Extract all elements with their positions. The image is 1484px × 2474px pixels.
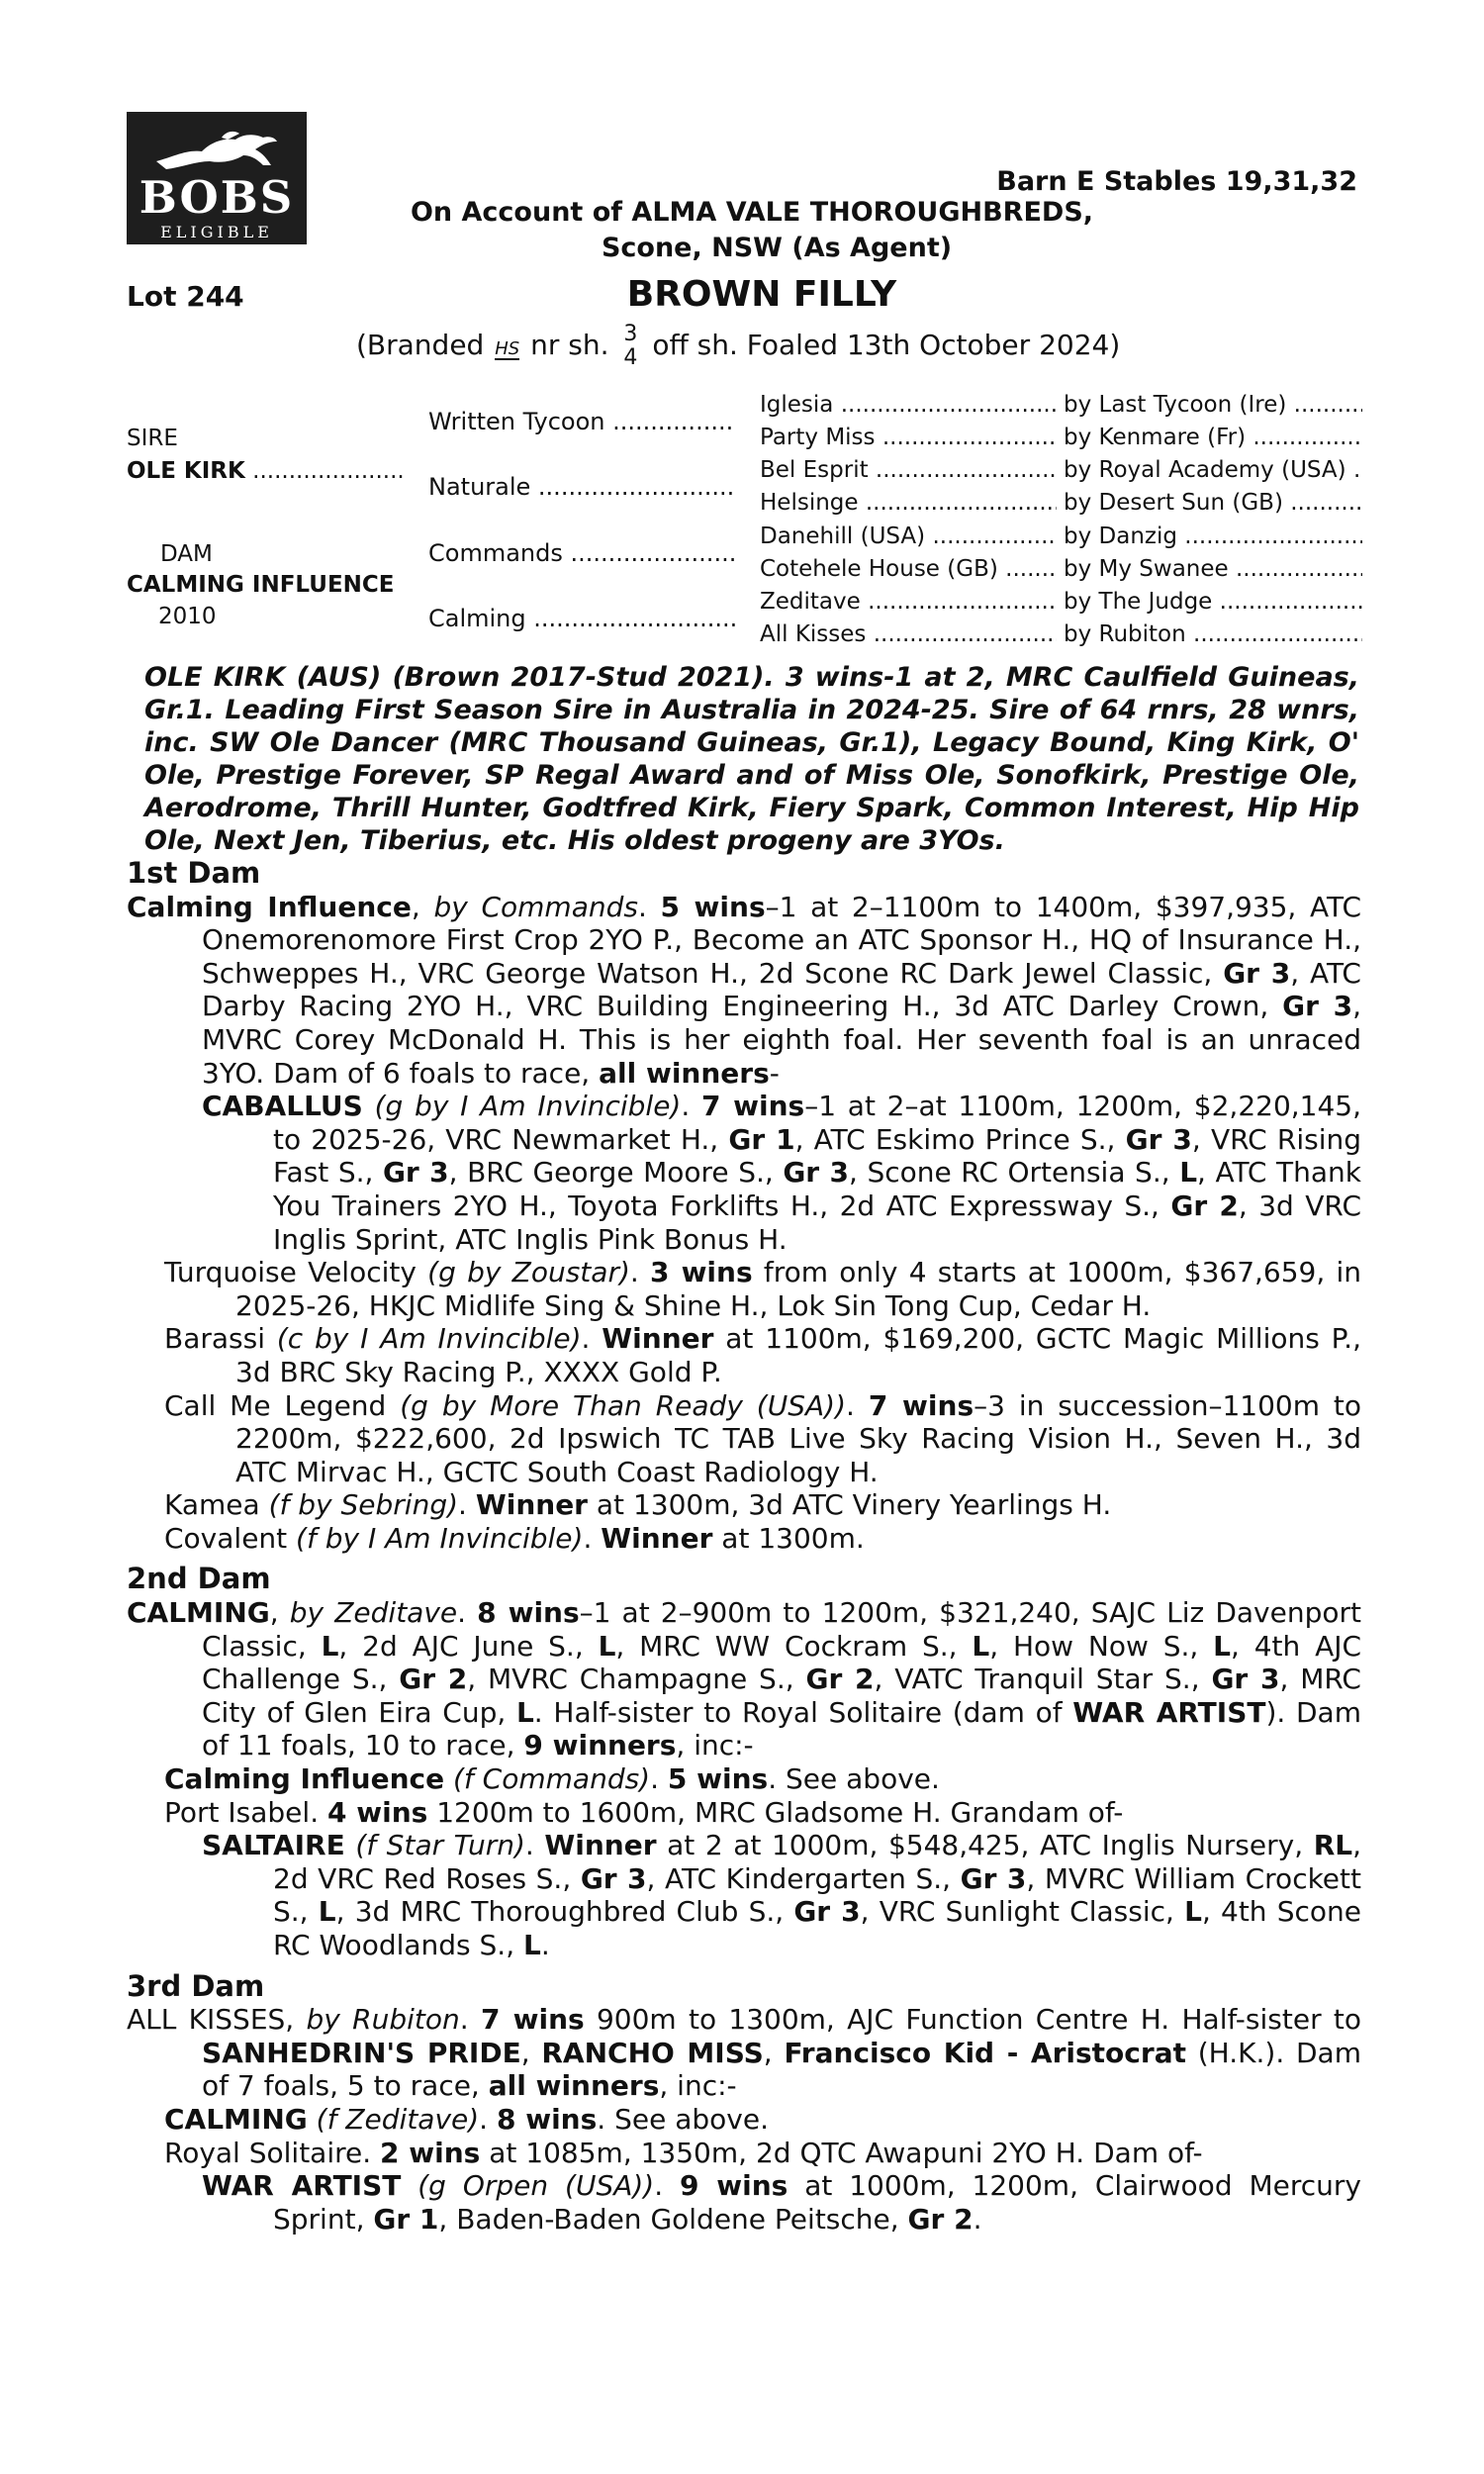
great-grandparent-1: Iglesia ..... bbox=[760, 392, 1057, 418]
horse-name: Barassi bbox=[164, 1322, 265, 1356]
horse-name: Calming Influence bbox=[164, 1762, 445, 1796]
horse-name: Kamea bbox=[164, 1488, 260, 1522]
record-text: from only 4 starts at 1000m, $367,659, in 2025-26, HKJC Midlife Sing & Shine H., Lok Sin Tong Cup, Cedar H. bbox=[235, 1256, 1362, 1322]
great-grandparent-7: Zeditave ..... bbox=[760, 589, 1057, 615]
horse-name: WAR ARTIST bbox=[1072, 1695, 1266, 1729]
brand-line bbox=[356, 323, 1120, 370]
record-text: at 1000m, 1200m, Clairwood Mercury Sprint, bbox=[273, 2169, 1361, 2236]
record-text: - bbox=[769, 1056, 780, 1090]
progeny-entry: Covalent (f by I Am Invincible). Winner at 1300m. bbox=[164, 1521, 865, 1555]
race-grade: Gr 3 bbox=[1223, 956, 1291, 990]
great-great-sire-5: by Danzig ..... bbox=[1064, 523, 1362, 549]
wins: 7 wins bbox=[701, 1090, 805, 1123]
record-text: –1 at 2–900m to 1200m, $321,240, SAJC Liz Davenport Classic, bbox=[202, 1596, 1361, 1663]
record-text: at 1300m, 3d ATC Vinery Yearlings H. bbox=[588, 1488, 1112, 1522]
breeding: by Commands bbox=[433, 890, 638, 923]
record-text: at 1085m, 1350m, 2d QTC Awapuni 2YO H. Dam of- bbox=[480, 2136, 1203, 2169]
race-grade: Gr 3 bbox=[1125, 1122, 1192, 1156]
record-text: , MRC WW Cockram S., bbox=[615, 1629, 973, 1663]
race-grade: Gr 2 bbox=[805, 1663, 875, 1696]
record-text: . bbox=[540, 1929, 550, 1961]
race-grade: Gr 2 bbox=[907, 2202, 974, 2236]
record-text: , inc:- bbox=[659, 2069, 737, 2103]
great-great-sire-4: by Desert Sun (GB) ..... bbox=[1064, 490, 1362, 516]
record-text: , ATC Kindergarten S., bbox=[646, 1861, 961, 1895]
record-text: , VATC Tranquil Star S., bbox=[874, 1663, 1212, 1696]
race-grade: L bbox=[523, 1929, 541, 1961]
race-grade: L bbox=[318, 1895, 336, 1929]
race-grade: Gr 2 bbox=[1170, 1189, 1239, 1222]
race-grade: L bbox=[598, 1629, 616, 1663]
great-great-sire-3: by Royal Academy (USA) ..... bbox=[1064, 457, 1362, 483]
race-grade: L bbox=[515, 1695, 534, 1729]
horse-name: Call Me Legend bbox=[164, 1388, 387, 1422]
race-grade: Gr 1 bbox=[373, 2202, 439, 2236]
horse-jockey-icon bbox=[152, 128, 281, 171]
horse-name: CALMING bbox=[164, 2102, 308, 2136]
vendor-line-2: Scone, NSW (As Agent) bbox=[601, 233, 953, 263]
breeding: (g Orpen (USA)) bbox=[417, 2169, 655, 2203]
record-text: at 1100m, $169,200, GCTC Magic Millions P., 3d BRC Sky Racing P., XXXX Gold P. bbox=[235, 1322, 1361, 1388]
progeny-entry: Barassi (c by I Am Invincible). Winner at 1100m, $169,200, GCTC Magic Millions P., 3d BRC Sky Racing P., XXXX Gold P. bbox=[164, 1322, 1361, 1388]
third-dam-heading: 3rd Dam bbox=[127, 1968, 265, 2003]
race-grade: Gr 1 bbox=[728, 1122, 795, 1156]
breeding: (f Zeditave) bbox=[316, 2102, 480, 2136]
breeding: (f by Sebring) bbox=[268, 1488, 459, 1522]
great-great-sire-8: by Rubiton ..... bbox=[1064, 621, 1362, 647]
dam-foaled-year: 2010 bbox=[158, 604, 217, 629]
progeny-entry: CABALLUS (g by I Am Invincible). 7 wins–1 at 2–at 1100m, 1200m, $2,220,145, to 2025-26, VRC Newmarket H., Gr 1, ATC Eskimo Prince S., Gr 3, VRC Rising Fast S., Gr 3, BRC George Moore S., Gr 3, Scone RC Ortensia S., L, ATC Thank You Trainers 2YO H., Toyota Forklifts H., 2d ATC Expressway S., Gr 2, 3d VRC Inglis Sprint, ATC Inglis Pink Bonus H. bbox=[202, 1090, 1362, 1256]
horse-name: ALL KISSES bbox=[127, 2003, 286, 2037]
great-great-sire-7: by The Judge ..... bbox=[1064, 589, 1362, 615]
record-text: , 4th AJC Challenge S., bbox=[202, 1629, 1362, 1696]
record-text: , inc:- bbox=[676, 1729, 754, 1762]
breeding: (f Commands) bbox=[453, 1762, 651, 1796]
wins: Winner bbox=[475, 1488, 588, 1522]
wins: 8 wins bbox=[496, 2102, 598, 2136]
race-grade: L bbox=[321, 1629, 339, 1663]
wins: 7 wins bbox=[868, 1388, 974, 1422]
race-grade: Gr 2 bbox=[399, 1663, 468, 1696]
record-text: ). Dam of 11 foals, 10 to race, bbox=[202, 1695, 1361, 1762]
sire-notes: OLE KIRK (AUS) (Brown 2017-Stud 2021). 3 wins-1 at 2, MRC Caulfield Guineas, Gr.1. Leading First Season Sire in Australia in 2024-25. Sire of 64 rnrs, 28 wnrs, inc. SW Ole Dancer (MRC Thousand Guineas, Gr.1), Legacy Bound, King Kirk, O' Ole, Prestige Forever, SP Regal Award and of Miss Ole, Sonofkirk, Prestige Ole, Aerodrome, Thrill Hunter, Godtfred Kirk, Fiery Spark, Common Interest, Hip Hip Ole, Next Jen, Tiberius, etc. His oldest progeny are 3YOs. bbox=[144, 662, 1359, 856]
record-text: . See above. bbox=[597, 2102, 769, 2136]
record-text: , MVRC Champagne S., bbox=[467, 1663, 806, 1696]
race-grade: Gr 3 bbox=[783, 1156, 850, 1189]
race-grade: L bbox=[1179, 1156, 1198, 1189]
brand-denominator: 4 bbox=[623, 345, 638, 370]
logo-text-bobs: BOBS bbox=[139, 171, 295, 224]
granddam-paternal: Naturale ..... bbox=[428, 473, 735, 501]
brand-prefix: (Branded bbox=[356, 329, 485, 361]
record-text: , Baden-Baden Goldene Peitsche, bbox=[438, 2202, 908, 2236]
great-grandparent-3: Bel Esprit ..... bbox=[760, 457, 1057, 483]
race-grade: L bbox=[1184, 1895, 1202, 1929]
breeding: (f by I Am Invincible) bbox=[296, 1521, 584, 1555]
breeding: (g by Zoustar) bbox=[427, 1256, 630, 1289]
progeny-entry: CALMING (f Zeditave). 8 wins. See above. bbox=[164, 2102, 769, 2136]
record-text: 1200m to 1600m, MRC Gladsome H. Grandam of- bbox=[427, 1795, 1124, 1829]
second-dam-entry: CALMING, by Zeditave. 8 wins–1 at 2–900m to 1200m, $321,240, SAJC Liz Davenport Classic, L, 2d AJC June S., L, MRC WW Cockram S., L, How Now S., L, 4th AJC Challenge S., Gr 2, MVRC Champagne S., Gr 2, VATC Tranquil Star S., Gr 3, MRC City of Glen Eira Cup, L. Half-sister to Royal Solitaire (dam of WAR ARTIST). Dam of 11 foals, 10 to race, 9 winners, inc:- bbox=[127, 1596, 1362, 1762]
record-text: , 4th Scone RC Woodlands S., bbox=[273, 1895, 1362, 1961]
dam-label: DAM bbox=[160, 541, 213, 567]
horse-name: Royal Solitaire. bbox=[164, 2136, 372, 2169]
horse-name: SANHEDRIN'S PRIDE bbox=[202, 2036, 521, 2069]
record-text: at 1300m. bbox=[712, 1521, 865, 1555]
horse-name: RANCHO MISS bbox=[541, 2036, 764, 2069]
barn-location: Barn E Stables 19,31,32 bbox=[996, 166, 1357, 197]
record-text: –1 at 2–at 1100m, 1200m, $2,220,145, to 2025-26, VRC Newmarket H., bbox=[273, 1090, 1362, 1156]
race-grade: Gr 3 bbox=[382, 1156, 449, 1189]
progeny-entry bbox=[127, 1796, 1361, 1830]
horse-name: Port Isabel. bbox=[164, 1795, 320, 1829]
dam-name: CALMING INFLUENCE bbox=[127, 572, 395, 598]
record-text: , bbox=[763, 2036, 785, 2069]
horse-name: CABALLUS bbox=[202, 1090, 363, 1123]
progeny-entry: WAR ARTIST (g Orpen (USA)). 9 wins at 1000m, 1200m, Clairwood Mercury Sprint, Gr 1, Baden-Baden Goldene Peitsche, Gr 2. bbox=[202, 2169, 1361, 2236]
great-great-sire-1: by Last Tycoon (Ire) ..... bbox=[1064, 392, 1362, 418]
horse-name: CALMING bbox=[127, 1596, 270, 1630]
race-grade: Gr 3 bbox=[580, 1861, 647, 1895]
great-great-sire-6: by My Swanee ..... bbox=[1064, 556, 1362, 582]
dam-family bbox=[127, 857, 1361, 2236]
horse-description: BROWN FILLY bbox=[626, 274, 897, 315]
record-text: at 2 at 1000m, $548,425, ATC Inglis Nursery, bbox=[656, 1829, 1314, 1862]
record-text: , VRC Sunlight Classic, bbox=[860, 1895, 1185, 1929]
brand-suffix: off sh. Foaled 13th October 2024) bbox=[652, 329, 1121, 361]
record-text: . Half-sister to Royal Solitaire (dam of bbox=[533, 1695, 1073, 1729]
all-winners: all winners bbox=[488, 2069, 660, 2103]
great-grandparent-5: Danehill (USA) ..... bbox=[760, 523, 1057, 549]
great-grandparent-6: Cotehele House (GB) ..... bbox=[760, 556, 1057, 582]
race-grade: L bbox=[1213, 1629, 1231, 1663]
race-grade: L bbox=[972, 1629, 990, 1663]
breeding: (c by I Am Invincible) bbox=[276, 1322, 582, 1356]
record-text: , MRC City of Glen Eira Cup, bbox=[202, 1663, 1361, 1729]
winners-count: 9 winners bbox=[523, 1729, 677, 1762]
wins: 9 wins bbox=[680, 2169, 788, 2203]
progeny-entry: Call Me Legend (g by More Than Ready (USA)). 7 wins–3 in succession–1100m to 2200m, $222,600, 2d Ipswich TC TAB Live Sky Racing Vision H., Seven H., 3d ATC Mirvac H., GCTC South Coast Radiology H. bbox=[164, 1388, 1362, 1488]
great-grandparent-8: All Kisses ..... bbox=[760, 621, 1057, 647]
record-text: , 2d AJC June S., bbox=[338, 1629, 599, 1663]
granddam-maternal: Calming ..... bbox=[428, 605, 735, 632]
lot-number: Lot 244 bbox=[127, 280, 244, 313]
grandsire-paternal: Written Tycoon ..... bbox=[428, 408, 735, 435]
vendor-line-1: On Account of ALMA VALE THOROUGHBREDS, bbox=[410, 197, 1094, 228]
record-text: 900m to 1300m, AJC Function Centre H. Half-sister to bbox=[584, 2003, 1361, 2037]
wins: 5 wins bbox=[660, 890, 766, 923]
record-text: , ATC Darby Racing 2YO H., VRC Building Engineering H., 3d ATC Darley Crown, bbox=[202, 956, 1361, 1023]
record-text: , How Now S., bbox=[989, 1629, 1214, 1663]
record-text: . See above. bbox=[768, 1762, 940, 1796]
horse-name: WAR ARTIST bbox=[202, 2169, 402, 2203]
horse-name: Covalent bbox=[164, 1521, 288, 1555]
grandsire-maternal: Commands ..... bbox=[428, 539, 735, 567]
race-grade: Gr 3 bbox=[1282, 990, 1353, 1023]
brand-mark: HS bbox=[495, 338, 520, 359]
great-great-sire-2: by Kenmare (Fr) ..... bbox=[1064, 425, 1362, 450]
race-grade: RL bbox=[1313, 1829, 1353, 1862]
record-text: , MVRC William Crockett S., bbox=[273, 1861, 1361, 1929]
sire-name: OLE KIRK ..... bbox=[127, 458, 406, 484]
wins: 7 wins bbox=[480, 2003, 585, 2037]
first-dam-heading: 1st Dam bbox=[127, 856, 261, 890]
race-grade: Gr 3 bbox=[1211, 1663, 1280, 1696]
record-text: , Scone RC Ortensia S., bbox=[849, 1156, 1180, 1189]
brand-numerator: 3 bbox=[623, 322, 638, 346]
horse-name: Turquoise Velocity bbox=[164, 1256, 417, 1289]
vendor-account bbox=[0, 195, 1484, 266]
wins: Winner bbox=[544, 1829, 657, 1862]
record-text: , ATC Thank You Trainers 2YO H., Toyota Forklifts H., 2d ATC Expressway S., bbox=[273, 1156, 1362, 1222]
third-dam-entry: ALL KISSES, by Rubiton. 7 wins 900m to 1300m, AJC Function Centre H. Half-sister to SANHEDRIN'S PRIDE, RANCHO MISS, Francisco Kid - Aristocrat (H.K.). Dam of 7 foals, 5 to race, all winners, inc:- bbox=[127, 2003, 1361, 2103]
record-text: , 2d VRC Red Roses S., bbox=[273, 1829, 1361, 1895]
horse-name: SALTAIRE bbox=[202, 1829, 345, 1862]
record-text: –3 in succession–1100m to 2200m, $222,600, 2d Ipswich TC TAB Live Sky Racing Vision H., Seven H., 3d ATC Mirvac H., GCTC South Coast Radiology H. bbox=[235, 1388, 1362, 1488]
first-dam-entry: Calming Influence, by Commands. 5 wins–1 at 2–1100m to 1400m, $397,935, ATC Onemorenomore First Crop 2YO P., Become an ATC Sponsor H., HQ of Insurance H., Schweppes H., VRC George Watson H., 2d Scone RC Dark Jewel Classic, Gr 3, ATC Darby Racing 2YO H., VRC Building Engineering H., 3d ATC Darley Crown, Gr 3, MVRC Corey McDonald H. This is her eighth foal. Her seventh foal is an unraced 3YO. Dam of 6 foals to race, all winners- bbox=[127, 890, 1361, 1090]
wins: 8 wins bbox=[477, 1596, 580, 1630]
wins: Winner bbox=[602, 1322, 714, 1356]
record-text: –1 at 2–1100m to 1400m, $397,935, ATC Onemorenomore First Crop 2YO P., Become an ATC Sponsor H., HQ of Insurance H., Schweppes H., VRC George Watson H., 2d Scone RC Dark Jewel Classic, bbox=[202, 890, 1361, 990]
record-text: , 3d MRC Thoroughbred Club S., bbox=[335, 1895, 794, 1929]
sire-label: SIRE bbox=[127, 426, 178, 451]
progeny-entry bbox=[127, 2137, 1361, 2170]
race-grade: Gr 3 bbox=[960, 1861, 1027, 1895]
breeding: (g by I Am Invincible) bbox=[374, 1090, 682, 1123]
record-text: , bbox=[520, 2036, 542, 2069]
wins: 5 wins bbox=[667, 1762, 769, 1796]
second-dam-heading: 2nd Dam bbox=[127, 1562, 271, 1596]
brand-fraction bbox=[623, 323, 637, 370]
breeding: (f Star Turn) bbox=[355, 1829, 525, 1862]
breeding: (g by More Than Ready (USA)) bbox=[400, 1388, 846, 1422]
record-text: , ATC Eskimo Prince S., bbox=[794, 1122, 1126, 1156]
record-text: , BRC George Moore S., bbox=[448, 1156, 784, 1189]
all-winners: all winners bbox=[599, 1056, 770, 1090]
logo-text-eligible: ELIGIBLE bbox=[160, 223, 273, 241]
wins: 3 wins bbox=[650, 1256, 753, 1289]
horse-name: Francisco Kid - Aristocrat bbox=[784, 2036, 1186, 2069]
progeny-entry: Turquoise Velocity (g by Zoustar). 3 wins from only 4 starts at 1000m, $367,659, in 2025-26, HKJC Midlife Sing & Shine H., Lok Sin Tong Cup, Cedar H. bbox=[164, 1256, 1362, 1322]
progeny-entry: Calming Influence (f Commands). 5 wins. See above. bbox=[164, 1762, 940, 1796]
great-grandparent-4: Helsinge ..... bbox=[760, 490, 1057, 516]
progeny-entry: SALTAIRE (f Star Turn). Winner at 2 at 1000m, $548,425, ATC Inglis Nursery, RL, 2d VRC Red Roses S., Gr 3, ATC Kindergarten S., Gr 3, MVRC William Crockett S., L, 3d MRC Thoroughbred Club S., Gr 3, VRC Sunlight Classic, L, 4th Scone RC Woodlands S., L. bbox=[202, 1829, 1362, 1961]
record-text: . bbox=[973, 2202, 982, 2236]
great-grandparent-2: Party Miss ..... bbox=[760, 425, 1057, 450]
horse-name: Calming Influence bbox=[127, 890, 412, 923]
record-text: , 3d VRC Inglis Sprint, ATC Inglis Pink Bonus H. bbox=[273, 1189, 1362, 1256]
progeny-entry: Kamea (f by Sebring). Winner at 1300m, 3d ATC Vinery Yearlings H. bbox=[164, 1488, 1112, 1522]
record-text: (H.K.). Dam of 7 foals, 5 to race, bbox=[202, 2036, 1361, 2103]
breeding: by Rubiton bbox=[306, 2003, 460, 2037]
brand-nearside: nr sh. bbox=[530, 329, 609, 361]
race-grade: Gr 3 bbox=[793, 1895, 861, 1929]
record-text: , VRC Rising Fast S., bbox=[273, 1122, 1361, 1189]
record-text: , MVRC Corey McDonald H. This is her eighth foal. Her seventh foal is an unraced 3YO. Dam of 6 foals to race, bbox=[202, 990, 1361, 1090]
wins: 4 wins bbox=[327, 1795, 428, 1829]
breeding: by Zeditave bbox=[289, 1596, 458, 1630]
wins: 2 wins bbox=[380, 2136, 481, 2169]
wins: Winner bbox=[601, 1521, 713, 1555]
